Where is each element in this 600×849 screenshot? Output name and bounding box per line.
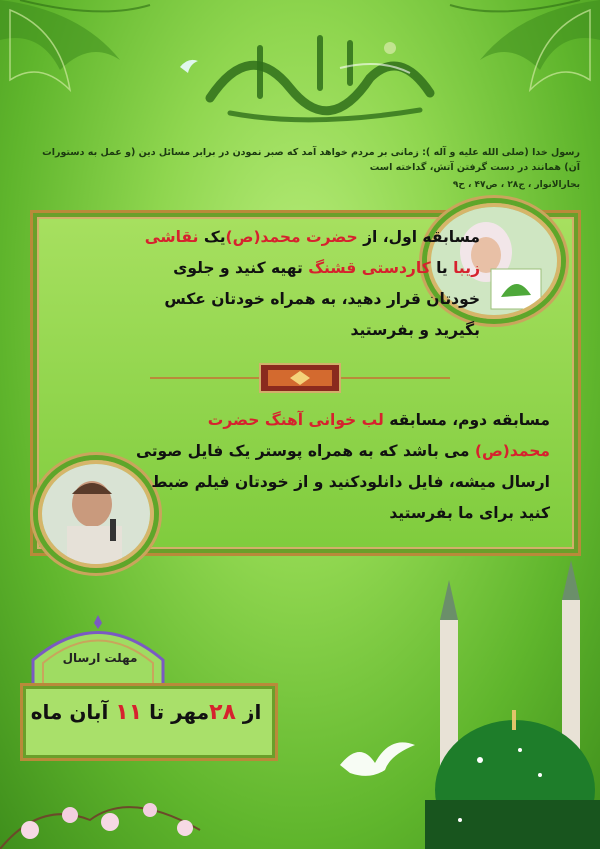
dove-icon [330, 735, 420, 785]
highlight-lip-sync: لب خوانی آهنگ حضرت محمد(ص) [207, 411, 550, 460]
highlight-craft: کاردستی قشنگ [308, 259, 431, 277]
ornamental-divider [150, 360, 450, 396]
contest-2-text: مسابقه دوم، مسابقه لب خوانی آهنگ حضرت محمد(ص) می باشد که به همراه پوستر یک فایل صوتی ارسال میشه، فایل دانلودکنید و از خودتان فیلم ضبط کنید برای ما بفرستید [136, 411, 550, 522]
hadith-text: رسول خدا (صلی الله علیه و آله ): زمانی بر مردم خواهد آمد که صبر نمودن در برابر مسائل دین (و عمل به دستورات آن) همانند در دست گرفتن آتش، گداخته است [42, 147, 580, 173]
start-day: ۲۸ [209, 700, 236, 725]
highlight-prophet: حضرت محمد(ص) [225, 228, 358, 246]
deadline-label: مهلت ارسال [62, 651, 138, 665]
corner-ornament-top-right [430, 0, 600, 150]
corner-ornament-top-left [0, 0, 170, 150]
highlight-painting: نقاشی زیبا [144, 228, 480, 277]
end-day: ۱۱ [115, 700, 143, 725]
hadith-source: بحارالانوار ، ج۲۸ ، ص۴۷ ، ح۹ [452, 180, 580, 190]
deadline-arch [28, 615, 168, 685]
mosque-illustration [420, 560, 600, 849]
contest-1-text: مسابقه اول، از حضرت محمد(ص)یک نقاشی زیبا یا کاردستی قشنگ تهیه کنید و جلوی خودتان قرار دهید، به همراه خودتان عکس بگیرید و بفرستید [144, 228, 480, 339]
calligraphy-emblem [190, 18, 450, 128]
deadline-dates: از ۲۸مهر تا ۱۱ آبان ماه [30, 700, 262, 725]
bird-icon [178, 55, 200, 77]
flower-decoration [0, 760, 220, 849]
